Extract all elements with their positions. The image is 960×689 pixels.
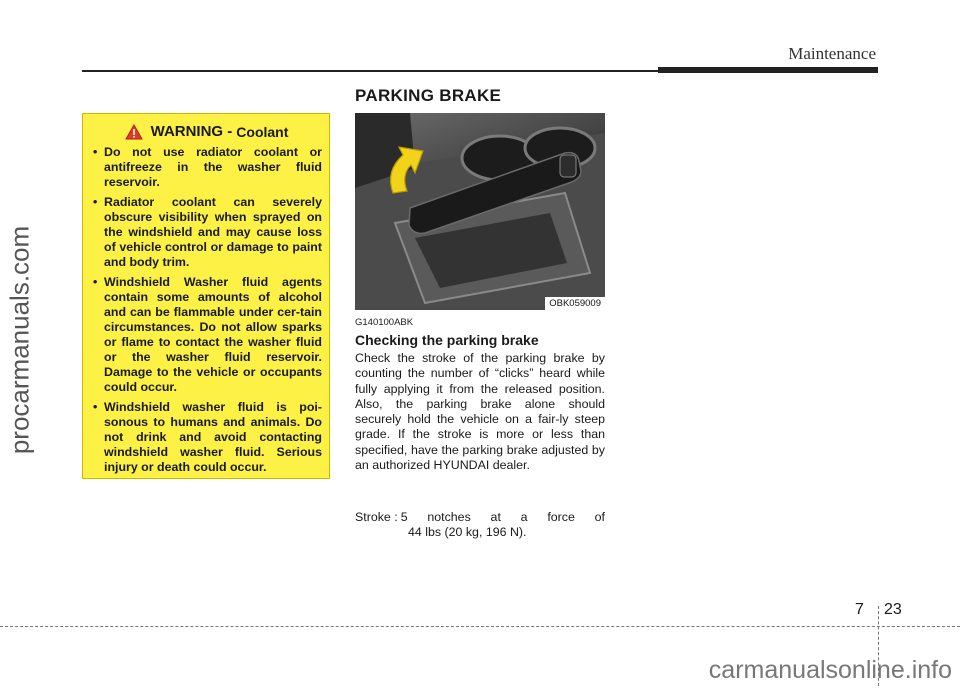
stroke-value-continued: 44 lbs (20 kg, 196 N). [408, 525, 527, 540]
warning-triangle-icon [125, 124, 143, 140]
page-number: 23 [884, 601, 902, 618]
warning-label: WARNING - [150, 123, 233, 140]
warning-box [82, 113, 330, 479]
parking-brake-photo [355, 113, 605, 310]
stroke-label: Stroke : [355, 510, 398, 524]
subsection-title: Checking the parking brake [355, 332, 539, 348]
stroke-value: 5 notches at a force of [400, 510, 605, 524]
photo-code: OBK059009 [545, 297, 605, 310]
footer-watermark: carmanualsonline.info [708, 656, 952, 684]
warning-item: • Windshield washer fluid is poi-sonous to humans and animals. Do not drink and avoid contacting windshield washer fluid. Serious injury or death could occur. [91, 400, 322, 475]
warning-item: • Radiator coolant can severely obscure visibility when sprayed on the windshield and may cause loss of vehicle control or damage to paint and body trim. [91, 195, 322, 270]
body-paragraph: Check the stroke of the parking brake by counting the number of “clicks” heard while fully applying it from the released position. Also, the parking brake alone should securely hold the vehicle on a fair-ly steep grade. If the stroke is more or less than specified, have the parking brake adjusted by an authorized HYUNDAI dealer. [355, 351, 605, 473]
footer-rule [0, 626, 960, 627]
stroke-spec [355, 510, 605, 541]
warning-header [91, 123, 322, 140]
warning-topic: Coolant [236, 123, 289, 140]
header-rule [82, 70, 658, 72]
side-watermark-text: procarmanuals.com [4, 225, 35, 455]
chapter-number: 7 [855, 601, 864, 618]
warning-list [91, 145, 322, 475]
warning-item: • Windshield Washer fluid agents contain some amounts of alcohol and can be flammable under cer-tain circumstances. Do not allow sparks or flame to contact the washer fluid or the washer fluid reservoir. Damage to the vehicle or occupants could occur. [91, 275, 322, 395]
header-title: Maintenance [788, 44, 876, 63]
section-title: PARKING BRAKE [355, 86, 502, 105]
warning-item: • Do not use radiator coolant or antifreeze in the washer fluid reservoir. [91, 145, 322, 190]
header-rule-thick [658, 67, 878, 73]
reference-code: G140100ABK [355, 317, 414, 328]
